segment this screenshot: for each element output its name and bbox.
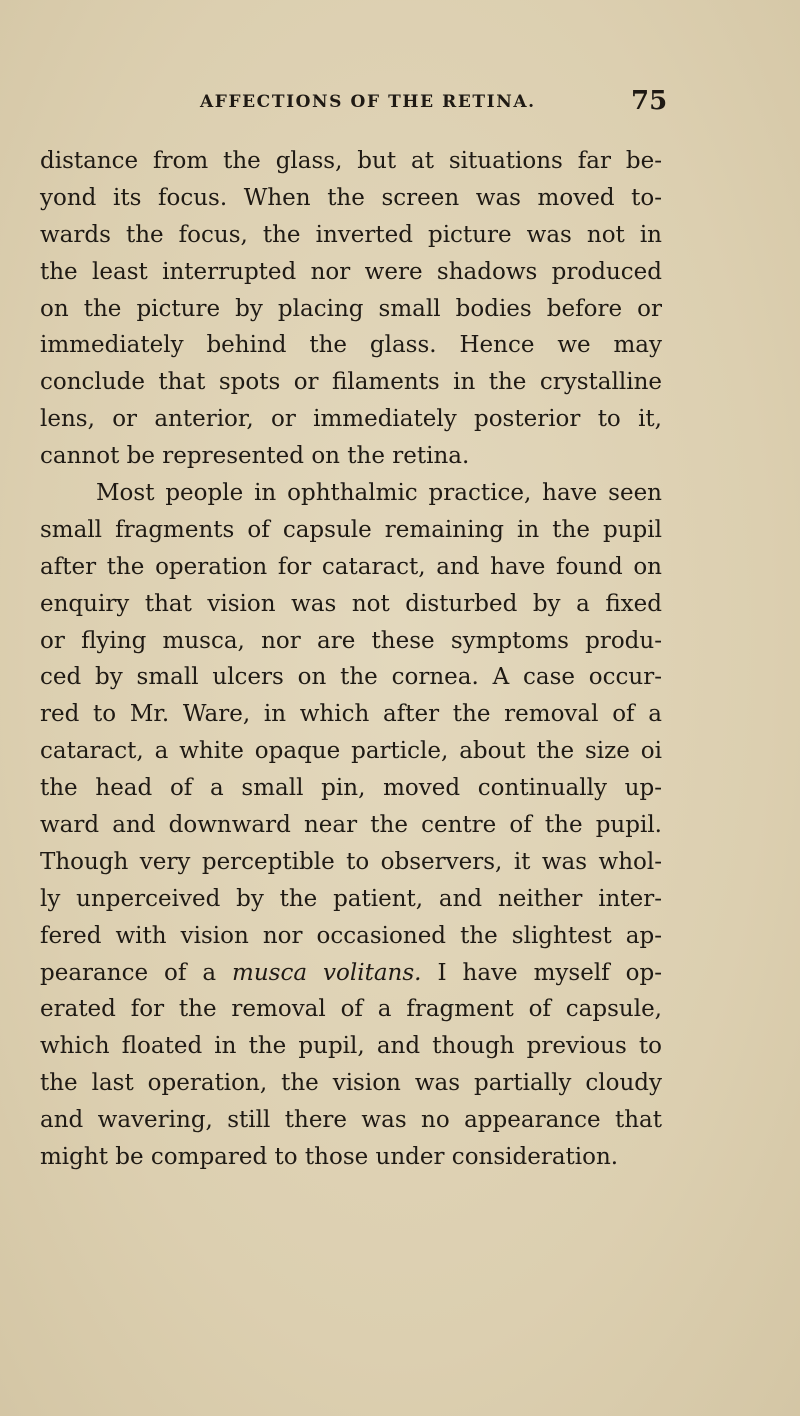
text-line: ced by small ulcers on the cornea. A case occur-: [40, 664, 662, 691]
text-segment: I have myself op-: [421, 959, 663, 986]
text-line: red to Mr. Ware, in which after the removal of a: [40, 701, 662, 728]
text-line: Though very perceptible to observers, it was whol-: [40, 848, 662, 875]
text-line: distance from the glass, but at situations far be-: [40, 148, 662, 174]
text-line: enquiry that vision was not disturbed by a fixed: [40, 590, 662, 617]
text-line: cataract, a white opaque particle, about the size oi: [40, 738, 662, 765]
page-number: 75: [631, 86, 668, 116]
text-line: yond its focus. When the screen was moved to-: [40, 184, 662, 211]
text-line: erated for the removal of a fragment of capsule,: [40, 996, 662, 1023]
text-line: lens, or anterior, or immediately posterior to it,: [40, 406, 662, 433]
text-line: fered with vision nor occasioned the slightest ap-: [40, 922, 662, 949]
text-line: or flying musca, nor are these symptoms produ-: [40, 627, 662, 654]
text-line: immediately behind the glass. Hence we may: [40, 332, 662, 359]
text-line: wards the focus, the inverted picture was not in: [40, 221, 662, 248]
text-line: and wavering, still there was no appearance that: [40, 1107, 662, 1134]
text-line: ly unperceived by the patient, and neither inter-: [40, 885, 662, 912]
text-line: ward and downward near the centre of the pupil.: [40, 812, 662, 839]
text-line: the head of a small pin, moved continually up-: [40, 775, 662, 802]
text-line-with-italic: [40, 955, 662, 992]
running-title: AFFECTIONS OF THE RETINA.: [200, 92, 536, 112]
text-line: on the picture by placing small bodies before or: [40, 295, 662, 322]
paragraph-start-line: Most people in ophthalmic practice, have seen: [96, 480, 662, 507]
body-text: [40, 143, 662, 1176]
text-line: small fragments of capsule remaining in the pupil: [40, 516, 662, 543]
text-line: after the operation for cataract, and have found on: [40, 553, 662, 580]
text-line: the least interrupted nor were shadows produced: [40, 258, 662, 285]
text-line: the last operation, the vision was partially cloudy: [40, 1070, 662, 1097]
italic-term: musca volitans.: [232, 959, 422, 986]
text-line: conclude that spots or filaments in the crystalline: [40, 369, 662, 396]
paragraph-end-line: cannot be represented on the retina.: [40, 443, 470, 470]
paragraph-end-line: might be compared to those under consideration.: [40, 1144, 619, 1171]
text-line: which floated in the pupil, and though previous to: [40, 1033, 662, 1060]
text-segment: pearance of a: [40, 959, 233, 986]
running-header: [40, 86, 680, 126]
